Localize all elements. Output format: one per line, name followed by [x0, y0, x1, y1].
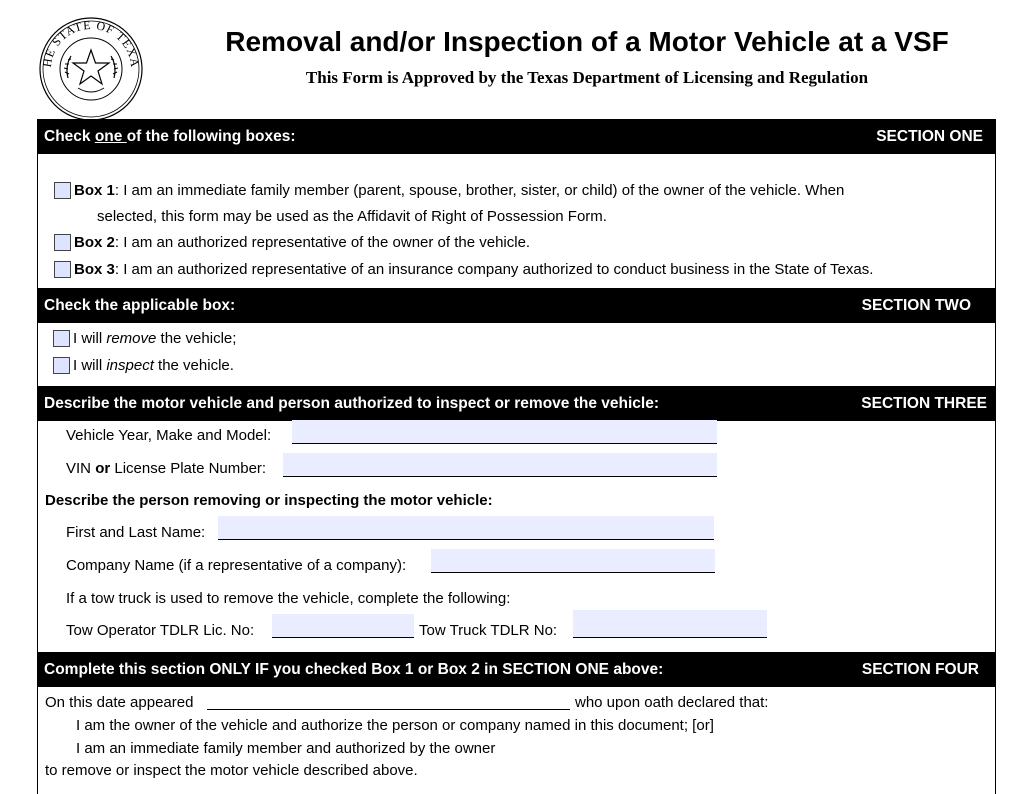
tow-operator-lic-field[interactable]	[272, 614, 414, 638]
section-three-instruction: Describe the motor vehicle and person authorized to inspect or remove the vehicle:	[44, 395, 659, 412]
box3-text	[74, 261, 873, 278]
inspect-emphasis: inspect	[106, 357, 154, 374]
instruction-underlined: one	[94, 128, 127, 145]
box1-description: : I am an immediate family member (parent, spouse, brother, sister, or child) of the owner of the vehicle. When	[114, 182, 845, 199]
box1-text	[74, 182, 844, 199]
section-one-instruction	[44, 128, 296, 146]
section-three-header	[37, 386, 996, 421]
inspect-option-text	[73, 357, 234, 374]
box1-checkbox[interactable]	[54, 182, 71, 199]
remove-emphasis: remove	[106, 330, 157, 347]
section-four-label: SECTION FOUR	[861, 661, 979, 678]
box2-checkbox[interactable]	[54, 234, 71, 251]
section-four-header	[37, 652, 996, 687]
texas-seal-icon	[38, 16, 144, 122]
person-heading: Describe the person removing or inspecting the motor vehicle:	[45, 492, 493, 509]
inspect-prefix: I will	[73, 357, 107, 374]
box3-description: : I am an authorized representative of an insurance company authorized to conduct business in the State of Texas.	[114, 261, 874, 278]
section-two-label: SECTION TWO	[861, 297, 971, 314]
oath-text: who upon oath declared that:	[575, 694, 769, 711]
section-one-label: SECTION ONE	[876, 128, 983, 145]
inspect-suffix: the vehicle.	[153, 357, 234, 374]
final-statement: to remove or inspect the motor vehicle described above.	[45, 762, 418, 779]
texas-state-seal	[38, 16, 144, 122]
section-three-label: SECTION THREE	[861, 395, 987, 412]
vin-or: or	[95, 460, 111, 477]
vin-prefix: VIN	[66, 460, 96, 477]
company-name-field[interactable]	[431, 549, 715, 573]
form-subtitle: This Form is Approved by the Texas Department of Licensing and Regulation	[305, 68, 869, 87]
form-title: Removal and/or Inspection of a Motor Vehicle at a VSF	[225, 26, 949, 57]
remove-suffix: the vehicle;	[156, 330, 237, 347]
company-label: Company Name (if a representative of a company):	[66, 557, 407, 574]
remove-checkbox[interactable]	[53, 330, 70, 347]
vehicle-year-make-model-field[interactable]	[292, 420, 717, 444]
vin-suffix: License Plate Number:	[110, 460, 267, 477]
tow-truck-label: Tow Truck TDLR No:	[419, 622, 558, 639]
remove-prefix: I will	[73, 330, 107, 347]
section-two-instruction: Check the applicable box:	[44, 297, 236, 314]
instruction-suffix: of the following boxes:	[126, 128, 296, 145]
box3-checkbox[interactable]	[54, 261, 71, 278]
seal-text: HE STATE OF TEXA	[39, 17, 143, 69]
instruction-prefix: Check	[44, 128, 95, 145]
form-border-right	[995, 153, 996, 794]
box2-title: Box 2	[74, 234, 115, 251]
name-label: First and Last Name:	[66, 524, 206, 541]
vin-label	[66, 460, 266, 477]
box2-text	[74, 234, 530, 251]
vin-license-plate-field[interactable]	[283, 453, 717, 477]
tow-truck-tdlr-field[interactable]	[573, 610, 767, 638]
tow-note: If a tow truck is used to remove the vehicle, complete the following:	[66, 590, 511, 607]
box1-title: Box 1	[74, 182, 115, 199]
inspect-checkbox[interactable]	[53, 357, 70, 374]
vehicle-label: Vehicle Year, Make and Model:	[66, 427, 272, 444]
remove-option-text	[73, 330, 236, 347]
first-last-name-field[interactable]	[218, 516, 714, 540]
date-appeared-prefix: On this date appeared	[45, 694, 194, 711]
form-border-left	[37, 153, 38, 794]
section-four-instruction: Complete this section ONLY IF you checked Box 1 or Box 2 in SECTION ONE above:	[44, 661, 664, 678]
box3-title: Box 3	[74, 261, 115, 278]
tow-operator-label: Tow Operator TDLR Lic. No:	[66, 622, 255, 639]
appeared-name-field[interactable]	[207, 688, 570, 710]
owner-statement: I am the owner of the vehicle and authorize the person or company named in this document; [or]	[76, 717, 714, 734]
box1-text-continued: selected, this form may be used as the Affidavit of Right of Possession Form.	[97, 208, 607, 225]
section-one-header	[37, 119, 996, 154]
family-statement: I am an immediate family member and authorized by the owner	[76, 740, 496, 757]
section-two-header	[37, 288, 996, 323]
box2-description: : I am an authorized representative of the owner of the vehicle.	[114, 234, 531, 251]
